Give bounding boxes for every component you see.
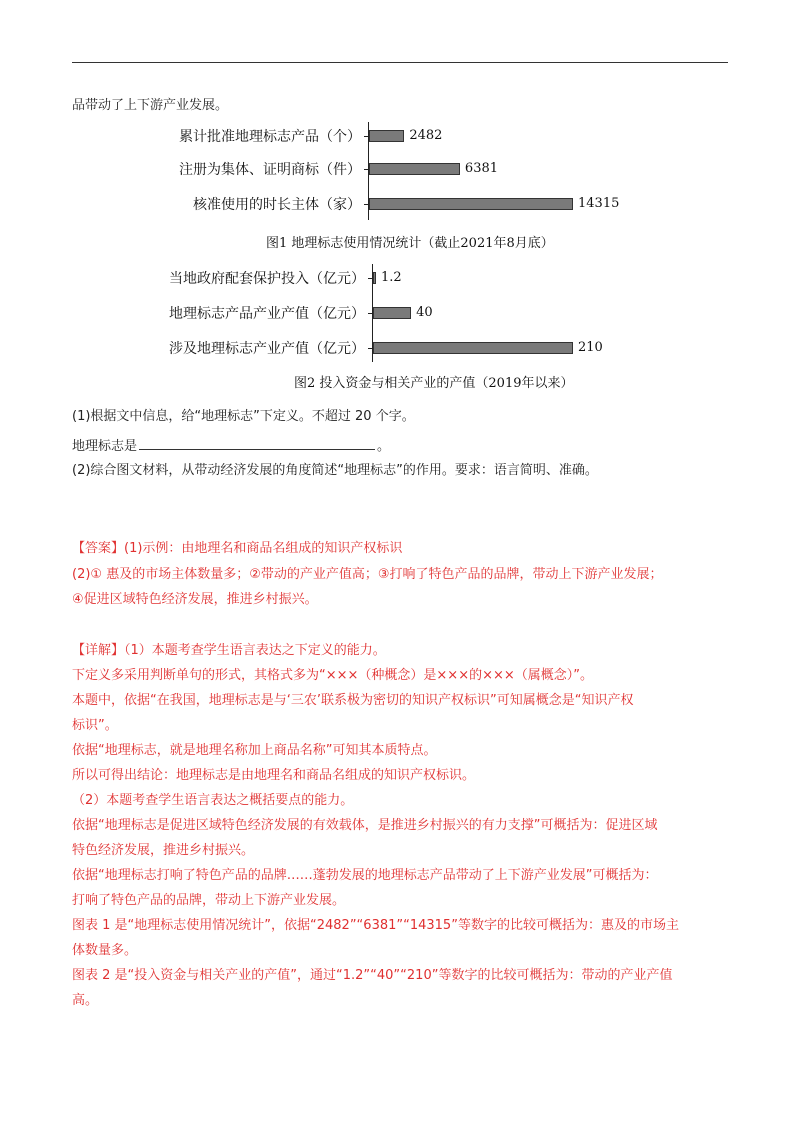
answer-2: (2)① 惠及的市场主体数量多；②带动的产业产值高；③打响了特色产品的品牌，带动上下游产业发展； xyxy=(72,567,663,582)
detail-line-8: 特色经济发展，推进乡村振兴。 xyxy=(72,843,255,858)
chart-2-bar-0 xyxy=(373,272,376,284)
chart-1-bar-0 xyxy=(369,130,404,142)
detail-tag: 【详解】 xyxy=(72,643,125,658)
chart-2-value-2: 210 xyxy=(578,340,603,355)
question-1: (1)根据文中信息，给“地理标志”下定义。不超过 20 个字。 xyxy=(72,409,415,424)
detail-line-13: 图表 2 是“投入资金与相关产业的产值”，通过“1.2”“40”“210”等数字的比较可概括为：带动的产业产值 xyxy=(72,968,673,983)
detail-line-7: 依据“地理标志是促进区域特色经济发展的有效载体，是推进乡村振兴的有力支撑”可概括为：促进区域 xyxy=(72,818,658,833)
answer-3: ④促进区域特色经济发展，推进乡村振兴。 xyxy=(72,592,318,607)
detail-line-2: 本题中，依据“在我国，地理标志是与‘三农’联系极为密切的知识产权标识”可知属概念是“知识产权 xyxy=(72,693,634,708)
answer-tag: 【答案】 xyxy=(72,541,125,556)
chart-1-bar-2 xyxy=(369,198,573,210)
question-1-blank-line xyxy=(72,435,390,456)
chart-1-value-2: 14315 xyxy=(578,196,620,211)
answer-1: (1)示例：由地理名和商品名组成的知识产权标识 xyxy=(124,541,403,556)
detail-line-6: （2）本题考查学生语言表达之概括要点的能力。 xyxy=(72,793,354,808)
chart-1-category-1: 注册为集体、证明商标（件） xyxy=(179,162,361,178)
chart-1-category-2: 核准使用的时长主体（家） xyxy=(193,197,361,213)
question-2: (2)综合图文材料，从带动经济发展的角度简述“地理标志”的作用。要求：语言简明、准确。 xyxy=(72,463,598,478)
chart-2-bar-2 xyxy=(373,342,573,354)
detail-line-11: 图表 1 是“地理标志使用情况统计”，依据“2482”“6381”“14315”等数字的比较可概括为：惠及的市场主 xyxy=(72,918,679,933)
header-rule xyxy=(72,62,728,63)
detail-line-10: 打响了特色产品的品牌，带动上下游产业发展。 xyxy=(72,893,346,908)
chart-1-bar-1 xyxy=(369,163,460,175)
chart-1-value-1: 6381 xyxy=(464,161,499,176)
detail-line-1: 下定义多采用判断单句的形式，其格式多为“×××（种概念）是×××的×××（属概念）”。 xyxy=(72,668,594,683)
detail-line-0 xyxy=(72,642,386,660)
answer-blank[interactable] xyxy=(139,435,375,450)
chart-1-category-0: 累计批准地理标志产品（个） xyxy=(179,129,361,145)
detail-line-4: 依据“地理标志，就是地理名称加上商品名称”可知其本质特点。 xyxy=(72,743,437,758)
chart-2-category-2: 涉及地理标志产业产值（亿元） xyxy=(169,341,365,357)
detail-line-14: 高。 xyxy=(72,993,99,1008)
chart-2-bar-1 xyxy=(373,307,411,319)
chart-2-title: 图2 投入资金与相关产业的产值（2019年以来） xyxy=(294,376,574,391)
blank-suffix: 。 xyxy=(377,439,391,454)
detail-line-12: 体数量多。 xyxy=(72,943,138,958)
chart-2-value-0: 1.2 xyxy=(381,270,402,285)
answer-line-1 xyxy=(72,540,402,558)
detail-text-0: （1）本题考查学生语言表达之下定义的能力。 xyxy=(124,643,386,658)
chart-1-title: 图1 地理标志使用情况统计（截止2021年8月底） xyxy=(266,236,554,251)
chart-1 xyxy=(0,118,800,258)
intro-text: 品带动了上下游产业发展。 xyxy=(72,98,229,113)
blank-prefix: 地理标志是 xyxy=(72,439,138,454)
chart-2-category-1: 地理标志产品产业产值（亿元） xyxy=(169,306,365,322)
chart-2-category-0: 当地政府配套保护投入（亿元） xyxy=(169,271,365,287)
detail-line-3: 标识”。 xyxy=(72,718,118,733)
chart-2 xyxy=(0,258,800,398)
chart-2-value-1: 40 xyxy=(416,305,433,320)
detail-line-5: 所以可得出结论：地理标志是由地理名和商品名组成的知识产权标识。 xyxy=(72,768,476,783)
detail-line-9: 依据“地理标志打响了特色产品的品牌……蓬勃发展的地理标志产品带动了上下游产业发展”可概括为： xyxy=(72,868,658,883)
chart-1-value-0: 2482 xyxy=(409,128,443,143)
